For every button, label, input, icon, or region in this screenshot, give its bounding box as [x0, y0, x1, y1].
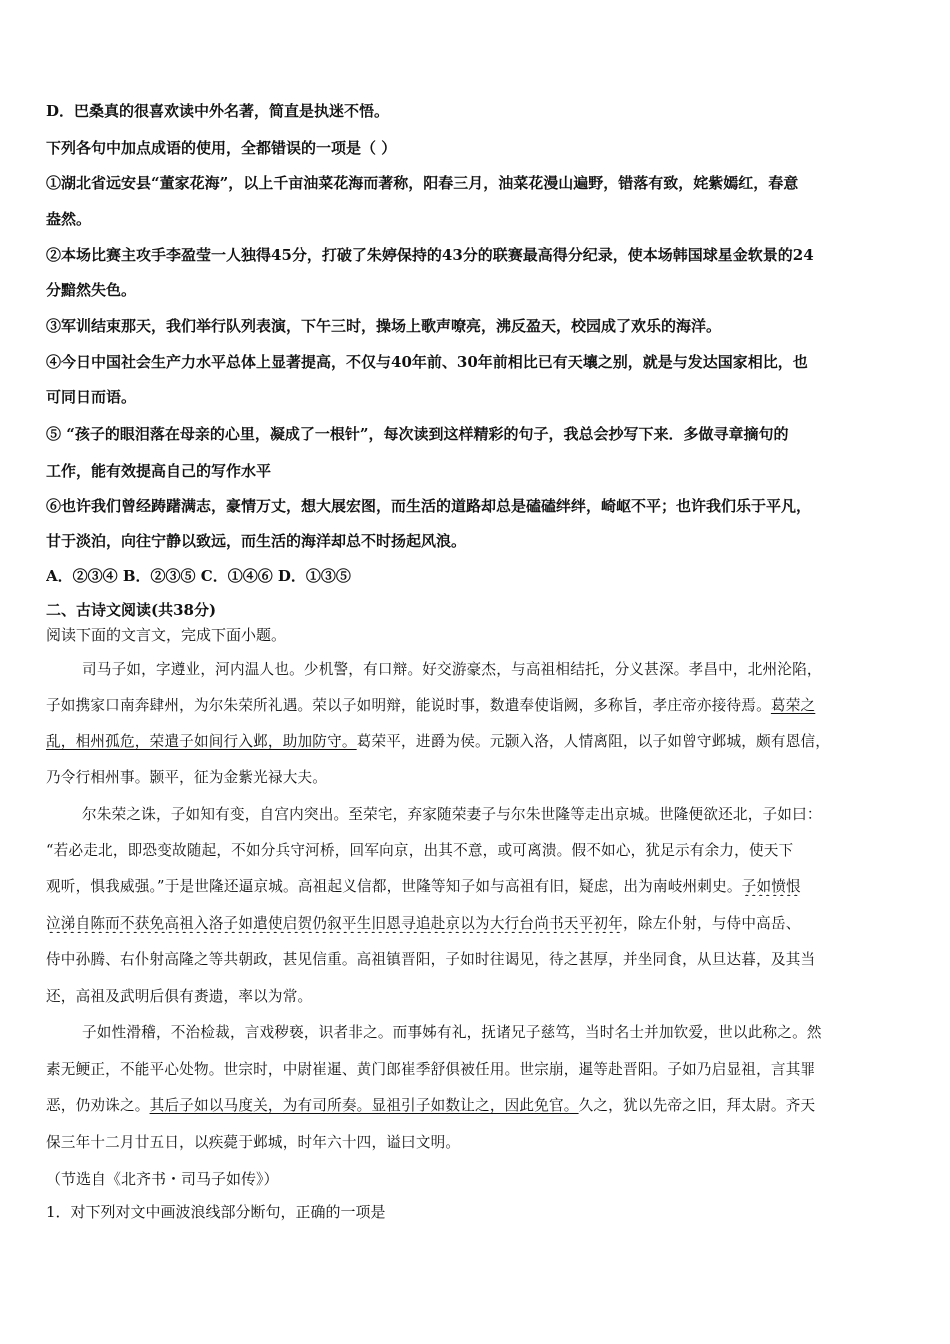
p2-l3-text: 观听，惧我威强。”于是世隆还逼京城。高祖起义信都，世隆等知子如与高祖有旧，疑虑，出为南岐州刺史。 [46, 878, 742, 895]
passage-p3-line-3 [46, 1094, 908, 1115]
sentence-5-line-1: ⑤ “孩子的眼泪落在母亲的心里，凝成了一根针”，每次读到这样精彩的句子，我总会抄写下来．多做寻章摘句的 [46, 425, 789, 443]
sentence-1-line-2: 盎然。 [46, 210, 92, 228]
p2-l3-wavy: 子如愤恨 [741, 878, 801, 895]
p1-l3-text: 葛荣平，进爵为侯。元颢入洛，人情离阻，以子如曾守邺城，颇有恩信， [356, 733, 831, 750]
sentence-4-line-2: 可同日而语。 [46, 388, 137, 406]
passage-p2-line-4 [46, 912, 908, 933]
passage-p1-line-1: 司马子如，字遵业，河内温人也。少机警，有口辩。好交游豪杰，与高祖相结托，分义甚深。孝昌中，北州沦陷， [82, 661, 822, 678]
passage-p3-line-4: 保三年十二月廿五日，以疾薨于邺城，时年六十四，谥曰文明。 [46, 1134, 461, 1151]
passage-p2-line-6: 还，高祖及武明后俱有赉遗，率以为常。 [46, 988, 313, 1005]
p3-l3-text: 恶，仍劝诛之。 [46, 1097, 150, 1114]
p1-l2-underlined: 葛荣之 [770, 697, 816, 714]
passage-p3-line-1: 子如性滑稽，不治检裁，言戏秽亵，识者非之。而事姊有礼，抚诸兄子慈笃，当时名士并加钦爱，世以此称之。然 [82, 1024, 822, 1041]
passage-p2-line-3 [46, 875, 908, 896]
option-d-line: D．巴桑真的很喜欢读中外名著，简直是执迷不悟。 [46, 102, 390, 120]
sentence-6-line-2: 甘于淡泊，向往宁静以致远，而生活的海洋却总不时扬起风浪。 [46, 532, 467, 550]
sentence-3: ③军训结束那天，我们举行队列表演，下午三时，操场上歌声嘹亮，沸反盈天，校园成了欢乐的海洋。 [46, 317, 722, 335]
passage-source: （节选自《北齐书・司马子如传》） [46, 1170, 279, 1188]
p3-l3-underlined: 其后子如以马度关，为有司所奏。显祖引子如数让之，因此免官。 [149, 1097, 579, 1114]
passage-p3-line-2: 素无鲠正，不能平心处物。世宗时，中尉崔暹、黄门郎崔季舒俱被任用。世宗崩，暹等赴晋阳。子如乃启显祖，言其罪 [46, 1061, 816, 1078]
sentence-5-line-2: 工作，能有效提高自己的写作水平 [46, 462, 272, 480]
passage-p1-line-3 [46, 730, 908, 751]
section-heading: 二、古诗文阅读(共38分) [46, 601, 217, 619]
sentence-2-line-1: ②本场比赛主攻手李盈莹一人独得45分，打破了朱婷保持的43分的联赛最高得分纪录，使本场韩国球星金软景的24 [46, 246, 814, 264]
question-stem: 下列各句中加点成语的使用，全都错误的一项是（ ） [46, 139, 397, 157]
p2-l4-wavy: 泣涕自陈而不获免高祖入洛子如遣使启贺仍叙平生旧恩寻追赴京以为大行台尚书天平初年 [46, 915, 623, 932]
sentence-1-line-1: ①湖北省远安县“董家花海”，以上千亩油菜花海而著称，阳春三月，油菜花漫山遍野，错落有致，姹紫嫣红，春意 [46, 174, 799, 192]
sentence-6-line-1: ⑥也许我们曾经踌躇满志，豪情万丈，想大展宏图，而生活的道路却总是磕磕绊绊，崎岖不平；也许我们乐于平凡， [46, 497, 812, 515]
passage-p2-line-2: “若必走北，即恐变故随起，不如分兵守河桥，回军向京，出其不意，或可离溃。假不如心，犹足示有余力，使天下 [46, 842, 794, 859]
sentence-2-line-2: 分黯然失色。 [46, 281, 137, 299]
passage-p2-line-5: 侍中孙腾、右仆射高隆之等共朝政，甚见信重。高祖镇晋阳，子如时往谒见，待之甚厚，并坐同食，从旦达暮，及其当 [46, 951, 816, 968]
p1-l2-text: 子如携家口南奔肆州，为尔朱荣所礼遇。荣以子如明辩，能说时事，数遣奉使诣阙，多称旨，孝庄帝亦接待焉。 [46, 697, 771, 714]
passage-p2-line-1: 尔朱荣之诛，子如知有变，自宫内突出。至荣宅，弃家随荣妻子与尔朱世隆等走出京城。世隆便欲还北，子如曰： [82, 806, 822, 823]
sentence-4-line-1: ④今日中国社会生产力水平总体上显著提高，不仅与40年前、30年前相比已有天壤之别，就是与发达国家相比，也 [46, 353, 808, 371]
question-1: 1．对下列对文中画波浪线部分断句，正确的一项是 [46, 1203, 386, 1221]
p2-l4-text: ，除左仆射，与侍中高岳、 [622, 915, 801, 932]
p3-l3-text-2: 久之，犹以先帝之旧，拜太尉。齐天 [578, 1097, 816, 1114]
p1-l3-underlined: 乱，相州孤危，荣遣子如间行入邺，助加防守。 [46, 733, 357, 750]
answer-choices: A．②③④ B．②③⑤ C．①④⑥ D．①③⑤ [46, 567, 351, 585]
passage-p1-line-2 [46, 694, 908, 715]
section-instruction: 阅读下面的文言文，完成下面小题。 [46, 626, 287, 644]
passage-p1-line-4: 乃令行相州事。颢平，征为金紫光禄大夫。 [46, 769, 328, 786]
